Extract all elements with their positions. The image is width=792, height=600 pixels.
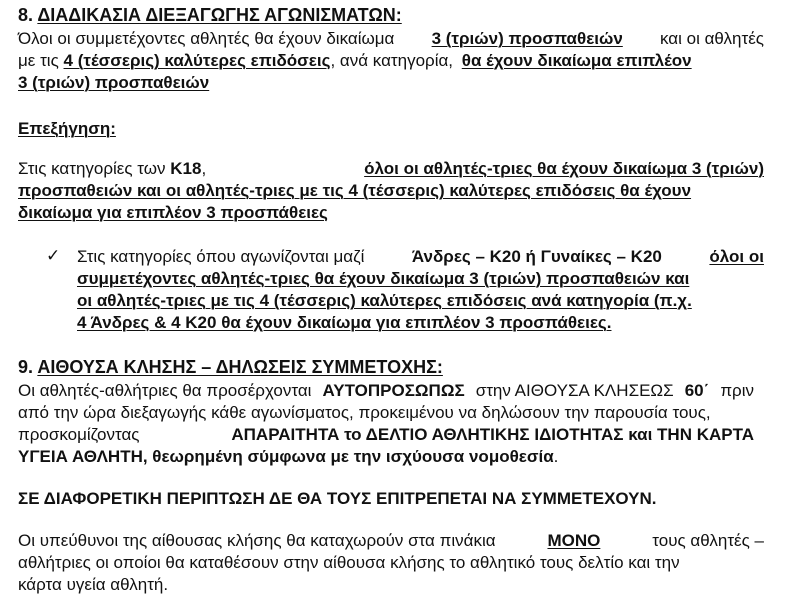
text-span: Όλοι οι συμμετέχοντες αθλητές θα έχουν δικαίωμα: [18, 29, 395, 48]
section-9-para1-line1: [18, 380, 754, 402]
text-span: Οι αθλητές-αθλήτριες θα προσέρχονται: [18, 381, 312, 400]
section-9-title: ΑΙΘΟΥΣΑ ΚΛΗΣΗΣ – ΔΗΛΩΣΕΙΣ ΣΥΜΜΕΤΟΧΗΣ:: [37, 357, 443, 377]
section-9-para1-line4: [18, 446, 558, 468]
section-9-para2-line1: [18, 530, 764, 552]
text-span: με τις: [18, 51, 59, 70]
section-8-para1-line2: [18, 50, 692, 72]
text-span: και οι αθλητές: [660, 29, 764, 48]
explanation-line1: [18, 158, 764, 180]
section-8-title: ΔΙΑΔΙΚΑΣΙΑ ΔΙΕΞΑΓΩΓΗΣ ΑΓΩΝΙΣΜΑΤΩΝ:: [37, 5, 402, 25]
text-span: ,: [201, 159, 207, 178]
section-9-para1-line2: από την ώρα διεξαγωγής κάθε αγωνίσματος, προκειμένου να δηλώσουν την παρουσία τους,: [18, 403, 711, 422]
text-span: προσκομίζοντας: [18, 425, 140, 444]
text-span: Οι υπεύθυνοι της αίθουσας κλήσης θα καταχωρούν στα πινάκια: [18, 531, 496, 550]
section-9-number: 9.: [18, 357, 34, 377]
checkmark-icon: ✓: [46, 246, 61, 265]
text-span: Στις κατηγορίες των: [18, 159, 166, 178]
in-person-text: ΑΥΤΟΠΡΟΣΩΠΩΣ: [322, 381, 465, 400]
text-span: Στις κατηγορίες όπου αγωνίζονται μαζί: [77, 247, 365, 266]
explanation-label: Επεξήγηση:: [18, 119, 116, 138]
k18-label: Κ18: [170, 159, 202, 178]
warning-text: ΣΕ ΔΙΑΦΟΡΕΤΙΚΗ ΠΕΡΙΠΤΩΣΗ ΔΕ ΘΑ ΤΟΥΣ ΕΠΙΤΡΕΠΕΤΑΙ ΝΑ ΣΥΜΜΕΤΕΧΟΥΝ.: [18, 489, 657, 508]
text-span: στην ΑΙΘΟΥΣΑ ΚΛΗΣΕΩΣ: [475, 381, 674, 400]
text-span: .: [553, 447, 559, 466]
section-9-para2-line3: κάρτα υγεία αθλητή.: [18, 575, 169, 594]
three-attempts-text: 3 (τριών) προσπαθειών: [431, 29, 623, 48]
section-9-heading: [18, 356, 443, 378]
section-9-para1-line3: [18, 424, 754, 446]
section-8-heading: [18, 4, 402, 26]
health-card-text: ΥΓΕΙΑ ΑΘΛΗΤΗ, θεωρημένη σύμφωνα με την ισχύουσα νομοθεσία: [18, 447, 554, 466]
extra-attempts-text: θα έχουν δικαίωμα επιπλέον: [461, 51, 692, 70]
men-k20-women-k20: Άνδρες – Κ20 ή Γυναίκες – Κ20: [411, 247, 662, 266]
bullet-line2: συμμετέχοντες αθλητές-τριες θα έχουν δικαίωμα 3 (τριών) προσπαθειών και: [77, 269, 690, 288]
required-documents-text: ΑΠΑΡΑΙΤΗΤΑ το ΔΕΛΤΙΟ ΑΘΛΗΤΙΚΗΣ ΙΔΙΟΤΗΤΑΣ και ΤΗΝ ΚΑΡΤΑ: [231, 425, 754, 444]
text-span: όλοι οι αθλητές-τριες θα έχουν δικαίωμα 3 (τριών): [364, 159, 764, 178]
text-span: τους αθλητές –: [652, 531, 764, 550]
best-four-text: 4 (τέσσερις) καλύτερες επιδόσεις: [63, 51, 331, 70]
text-span: πριν: [720, 381, 754, 400]
bullet-line3: οι αθλητές-τριες με τις 4 (τέσσερις) καλύτερες επιδόσεις ανά κατηγορία (π.χ.: [77, 291, 692, 310]
section-9-para2-line2: αθλήτριες οι οποίοι θα καταθέσουν στην αίθουσα κλήσης το αθλητικό τους δελτίο και την: [18, 553, 680, 572]
text-span: όλοι οι: [709, 247, 764, 266]
explanation-line3: δικαίωμα για επιπλέον 3 προσπάθειες: [18, 203, 328, 222]
bullet-line1: [77, 246, 764, 268]
explanation-line2: προσπαθειών και οι αθλητές-τριες με τις 4 (τέσσερις) καλύτερες επιδόσεις θα έχουν: [18, 181, 692, 200]
section-8-para1-line1: [18, 28, 764, 50]
section-8-para1-line3: 3 (τριών) προσπαθειών: [18, 73, 210, 92]
section-8-number: 8.: [18, 5, 34, 25]
text-span: , ανά κατηγορία,: [330, 51, 454, 70]
sixty-minutes-text: 60΄: [684, 381, 710, 400]
bullet-line4: 4 Άνδρες & 4 Κ20 θα έχουν δικαίωμα για επιπλέον 3 προσπάθειες.: [77, 313, 612, 332]
only-text: ΜΟΝΟ: [547, 531, 601, 550]
